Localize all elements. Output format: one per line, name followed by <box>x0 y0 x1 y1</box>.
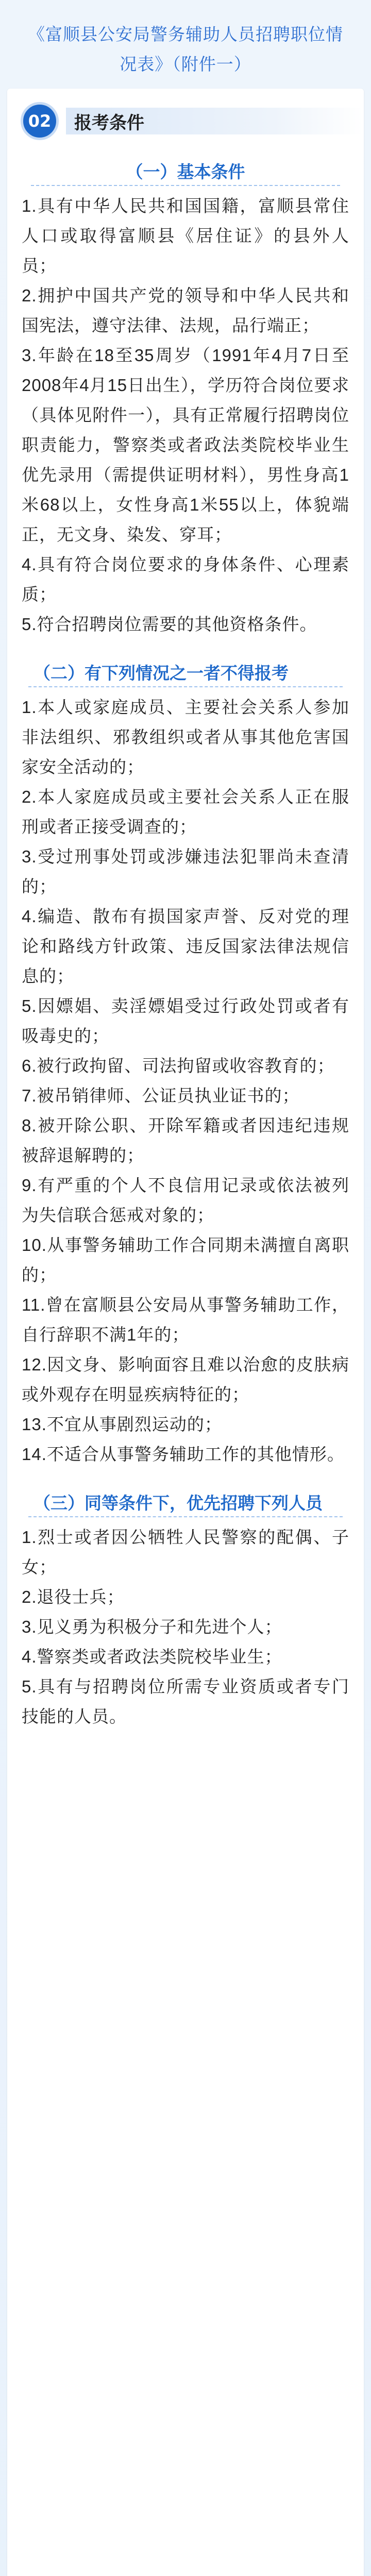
basic-conditions-list <box>7 191 364 639</box>
list-item: 10.从事警务辅助工作合同期未满擅自离职的； <box>22 1235 349 1284</box>
list-item: 4.具有符合岗位要求的身体条件、心理素质； <box>22 555 349 604</box>
section-02-card <box>7 89 364 2576</box>
priority-list <box>7 1522 364 1732</box>
exclusions-heading: （二）有下列情况之一者不得报考 <box>28 660 343 687</box>
list-item: 4.编造、散布有损国家声誉、反对党的理论和路线方针政策、违反国家法律法规信息的； <box>22 907 349 986</box>
list-item: 8.被开除公职、开除军籍或者因违纪违规被辞退解聘的； <box>22 1116 349 1165</box>
list-item: 9.有严重的个人不良信用记录或依法被列为失信联合惩戒对象的； <box>22 1176 349 1225</box>
attachment-caption-text[interactable]: 《富顺县公安局警务辅助人员招聘职位情况表》（附件一） <box>28 25 343 74</box>
section-02-header <box>7 89 364 140</box>
section-title: 报考条件 <box>66 108 363 134</box>
section-number-badge: 02 <box>21 102 59 140</box>
list-item: 2.拥护中国共产党的领导和中华人民共和国宪法，遵守法律、法规，品行端正； <box>22 286 349 335</box>
list-item: 11.曾在富顺县公安局从事警务辅助工作，自行辞职不满1年的； <box>22 1295 349 1344</box>
list-item: 2.退役士兵； <box>22 1587 125 1606</box>
list-item: 1.具有中华人民共和国国籍，富顺县常住人口或取得富顺县《居住证》的县外人员； <box>22 196 349 275</box>
list-item: 1.本人或家庭成员、主要社会关系人参加非法组织、邪教组织或者从事其他危害国家安全活动的； <box>22 698 349 776</box>
list-item: 5.具有与招聘岗位所需专业资质或者专门技能的人员。 <box>22 1677 349 1726</box>
basic-conditions-heading: （一）基本条件 <box>31 159 340 186</box>
attachment-caption[interactable] <box>0 0 371 79</box>
list-item: 5.符合招聘岗位需要的其他资格条件。 <box>22 615 317 634</box>
list-item: 14.不适合从事警务辅助工作的其他情形。 <box>22 1445 345 1464</box>
list-item: 3.年龄在18至35周岁（1991年4月7日至2008年4月15日出生），学历符合岗位要求（具体见附件一），具有正常履行招聘岗位职责能力，警察类或者政法类院校毕业生优先录用（需提供证明材料），男性身高1米68以上，女性身高1米55以上，体貌端正，无文身、染发、穿耳； <box>22 346 349 544</box>
exclusions-list <box>7 692 364 1469</box>
list-item: 3.受过刑事处罚或涉嫌违法犯罪尚未查清的； <box>22 847 349 896</box>
list-item: 7.被吊销律师、公证员执业证书的； <box>22 1086 300 1105</box>
list-item: 3.见义勇为积极分子和先进个人； <box>22 1617 282 1636</box>
list-item: 1.烈士或者因公牺牲人民警察的配偶、子女； <box>22 1528 349 1577</box>
list-item: 4.警察类或者政法类院校毕业生； <box>22 1647 282 1666</box>
list-item: 12.因文身、影响面容且难以治愈的皮肤病或外观存在明显疾病特征的； <box>22 1355 349 1404</box>
list-item: 6.被行政拘留、司法拘留或收容教育的； <box>22 1056 335 1075</box>
list-item: 5.因嫖娼、卖淫嫖娼受过行政处罚或者有吸毒史的； <box>22 996 349 1045</box>
priority-heading: （三）同等条件下，优先招聘下列人员 <box>28 1490 343 1517</box>
list-item: 13.不宜从事剧烈运动的； <box>22 1415 222 1434</box>
list-item: 2.本人家庭成员或主要社会关系人正在服刑或者正接受调查的； <box>22 787 349 836</box>
